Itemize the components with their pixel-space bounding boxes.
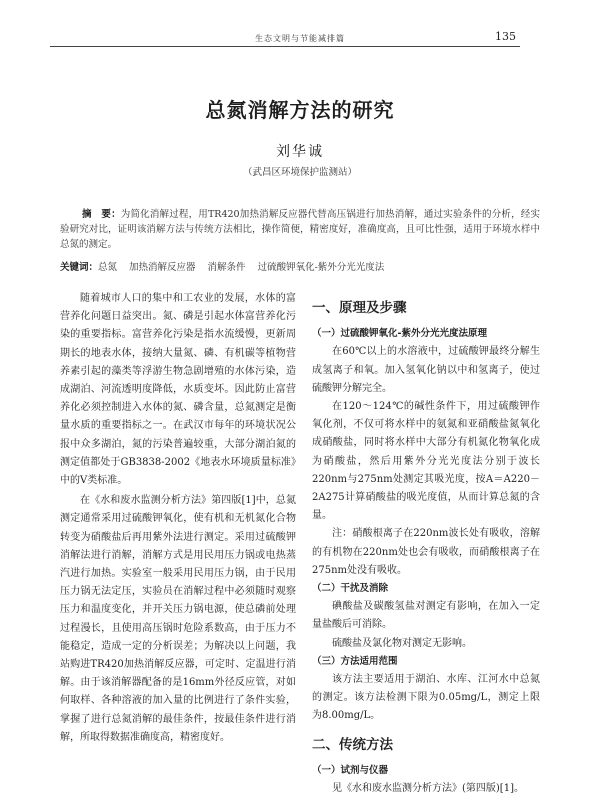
keyword: 消解条件 [207, 262, 246, 273]
right-column [312, 291, 540, 798]
section-heading: 二、传统方法 [312, 736, 393, 753]
body-paragraph: 在60℃以上的水溶液中，过硫酸钾最终分解生成氢离子和氧。加入氢氧化钠以中和氢离子，使过硫酸钾分解完全。 [312, 346, 540, 394]
body-paragraph: 见《水和废水监测分析方法》(第四版)[1]。 [332, 783, 524, 795]
keyword: 总氮 [98, 262, 118, 273]
body-paragraph: 碘酸盐及碳酸氢盐对测定有影响，在加入一定量盐酸后可消除。 [312, 601, 540, 631]
keywords-label: 关键词： [60, 262, 99, 273]
keywords [60, 260, 540, 275]
running-header [50, 30, 520, 47]
subsection-heading: （三）方法适用范围 [312, 655, 398, 667]
keyword: 加热消解反应器 [129, 262, 196, 273]
intro-paragraph: 随着城市人口的集中和工农业的发展，水体的富营养化问题日益突出。氮、磷是引起水体富营养化污染的重要指标。富营养化污染是指水流缓慢，更新周期长的地表水体，接纳大量氮、磷、有机碳等植物营养素引起的藻类等浮游生物急剧增殖的水体污染，造成湖泊、河流透明度降低，水质变坏。因此防止富营养化必须控制进入水体的氮、磷含量，总氮测定是衡量水质的重要指标之一。在武汉市每年的环境状况公报中众多湖泊，氮的污染普遍较重，大部分湖泊氮的测定值都处于GB3838-2002《地表水环境质量标准》中的V类标准。 [60, 293, 296, 487]
left-column [60, 290, 296, 747]
subsection-heading: （二）干扰及消除 [312, 583, 389, 595]
paper-title: 总氮消解方法的研究 [205, 98, 395, 122]
abstract-label: 摘 要： [82, 209, 121, 220]
body-paragraph: 硫酸盐及氯化物对测定无影响。 [332, 637, 472, 649]
keyword: 过硫酸钾氧化-紫外分光光度法 [257, 262, 385, 273]
abstract-text: 为简化消解过程，用TR420加热消解反应器代替高压锅进行加热消解，通过实验条件的分析，经实验研究对比，证明该消解方法与传统方法相比，操作简便，精密度好，准确度高，且可比性强，适用于环境水样中总氮的测定。 [60, 209, 540, 250]
note-paragraph: 注：硝酸根离子在220nm波长处有吸收，溶解的有机物在220nm处也会有吸收，而硝酸根离子在275nm处没有吸收。 [312, 528, 540, 576]
body-paragraph: 在120～124℃的碱性条件下，用过硫酸钾作氧化剂，不仅可将水样中的氨氮和亚硝酸盐氮氧化成硝酸盐，同时将水样中大部分有机氮化物氧化成为硝酸盐，然后用紫外分光光度法分别于波长220nm与275nm处测定其吸光度，按A＝A220－2A275计算硝酸盐的吸光度值，从而计算总氮的含量。 [312, 401, 540, 522]
body-paragraph: 该方法主要适用于湖泊、水库、江河水中总氮的测定。该方法检测下限为0.05mg/L，测定上限为8.00mg/L。 [312, 674, 540, 722]
subsection-heading: （一）试剂与仪器 [312, 764, 389, 776]
journal-name: 生态文明与节能减排篇 [255, 34, 345, 43]
author-affiliation: （武昌区环境保护监测站） [242, 167, 357, 178]
page-number: 135 [495, 30, 516, 43]
subsection-heading: （一）过硫酸钾氧化-紫外分光光度法原理 [312, 328, 487, 340]
author-name: 刘华诚 [276, 144, 324, 160]
section-heading: 一、原理及步骤 [312, 300, 407, 316]
abstract [60, 207, 540, 252]
intro-paragraph: 在《水和废水监测分析方法》第四版[1]中，总氮测定通常采用过硫酸钾氧化，使有机和无机氮化合物转变为硝酸盐后再用紫外法进行测定。采用过硫酸钾消解法进行消解，消解方式是用民用压力锅或电热蒸汽进行加热。实验室一般采用民用压力锅，由于民用压力锅无法定压，实验员在消解过程中必须随时观察压力和温度变化，并开关压力锅电源，使总磷前处理过程漫长，且使用高压锅时危险系数高，由于压力不能稳定，造成一定的分析误差；为解决以上问题，我站购进TR420加热消解反应器，可定时、定温进行消解。由于该消解器配备的是16mm外径反应管，对如何取样、各种溶液的加入量的比例进行了条件实验，掌握了进行总氮消解的最佳条件，按最佳条件进行消解，所取得数据准确度高，精密度好。 [60, 495, 296, 743]
